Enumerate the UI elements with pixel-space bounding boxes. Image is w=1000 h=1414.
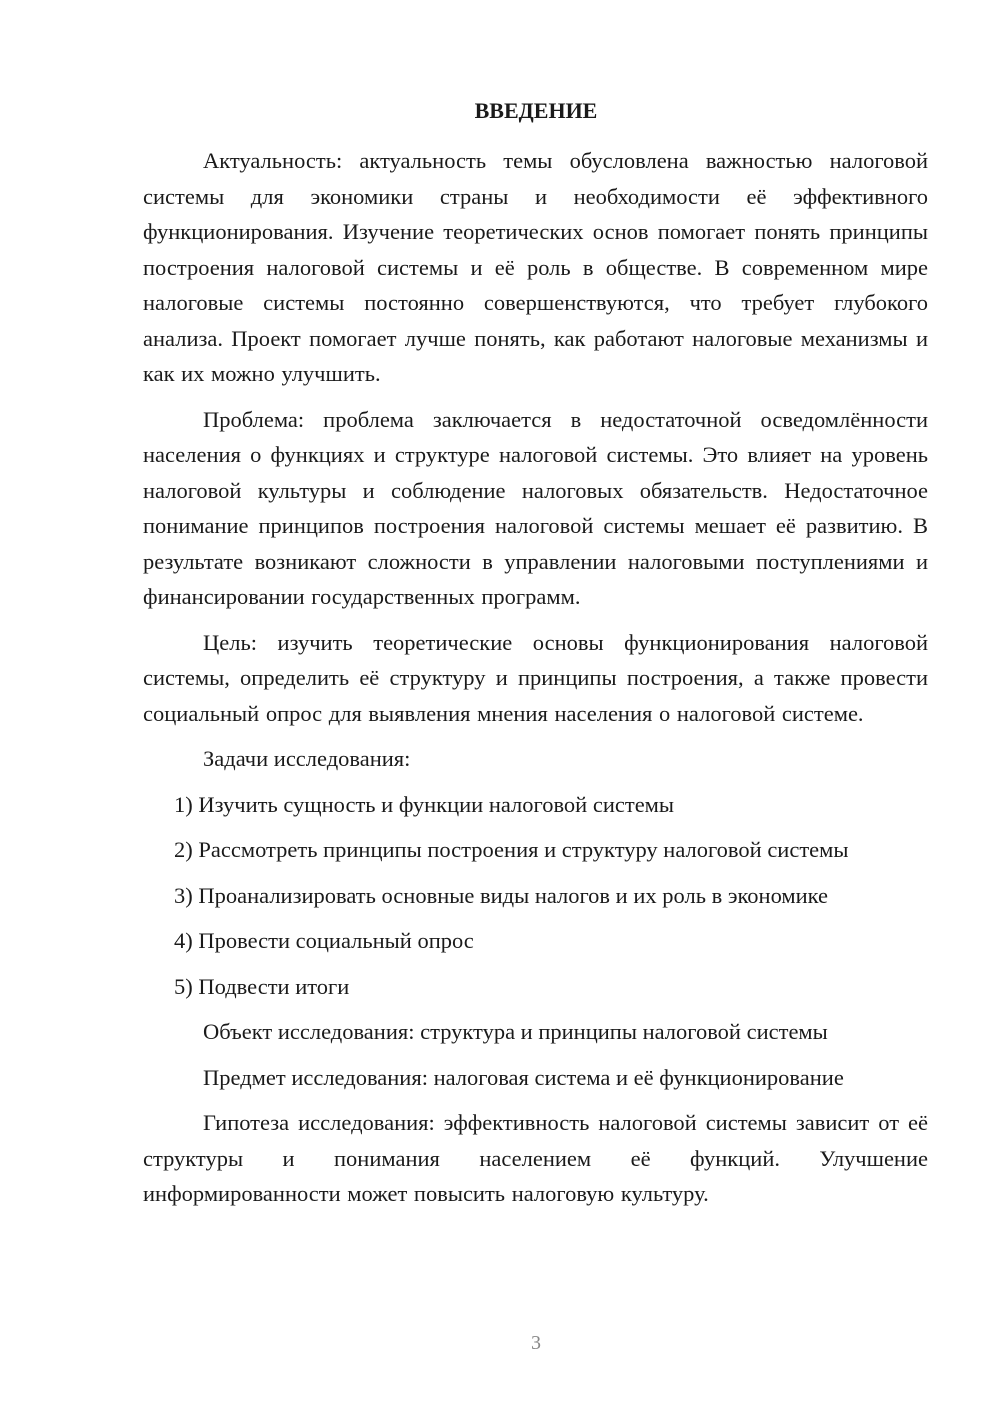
task-item-5: 5) Подвести итоги bbox=[174, 973, 350, 999]
paragraph-goal: Цель: изучить теоретические основы функционирования налоговой системы, определить её структуру и принципы построения, а также провести социальный опрос для выявления мнения населения о налоговой системе. bbox=[143, 629, 928, 726]
paragraph-subject: Предмет исследования: налоговая система и её функционирование bbox=[203, 1064, 844, 1090]
main-content bbox=[143, 143, 928, 1222]
tasks-list bbox=[143, 787, 928, 1005]
paragraph-hypothesis: Гипотеза исследования: эффективность налоговой системы зависит от её структуры и понимания населением её функций. Улучшение информированности может повысить налоговую культуру. bbox=[143, 1110, 928, 1206]
page-title: ВВЕДЕНИЕ bbox=[474, 98, 598, 123]
task-item-4: 4) Провести социальный опрос bbox=[174, 928, 474, 953]
paragraph-object: Объект исследования: структура и принципы налоговой системы bbox=[203, 1019, 828, 1044]
paragraph-problem: Проблема: проблема заключается в недостаточной осведомлённости населения о функциях и структуре налоговой системы. Это влияет на уровень налоговой культуры и соблюдение налоговых обязательств. Недостаточное понимание принципов построения налоговой системы мешает её развитию. В результате возникают сложности в управлении налоговыми поступлениями и финансировании государственных программ. bbox=[143, 406, 928, 609]
paragraph-relevance: Актуальность: актуальность темы обусловлена важностью налоговой системы для экономики страны и необходимости её эффективного функционирования. Изучение теоретических основ помогает понять принципы построения налоговой системы и её роль в обществе. В современном мире налоговые системы постоянно совершенствуются, что требует глубокого анализа. Проект помогает лучше понять, как работают налоговые механизмы и как их можно улучшить. bbox=[143, 148, 928, 386]
task-item-3: 3) Проанализировать основные виды налогов и их роль в экономике bbox=[174, 882, 829, 908]
task-item-1: 1) Изучить сущность и функции налоговой системы bbox=[174, 791, 675, 817]
tasks-heading: Задачи исследования: bbox=[203, 746, 411, 771]
task-item-2: 2) Рассмотреть принципы построения и структуру налоговой системы bbox=[174, 837, 849, 862]
page-number: 3 bbox=[531, 1332, 541, 1354]
